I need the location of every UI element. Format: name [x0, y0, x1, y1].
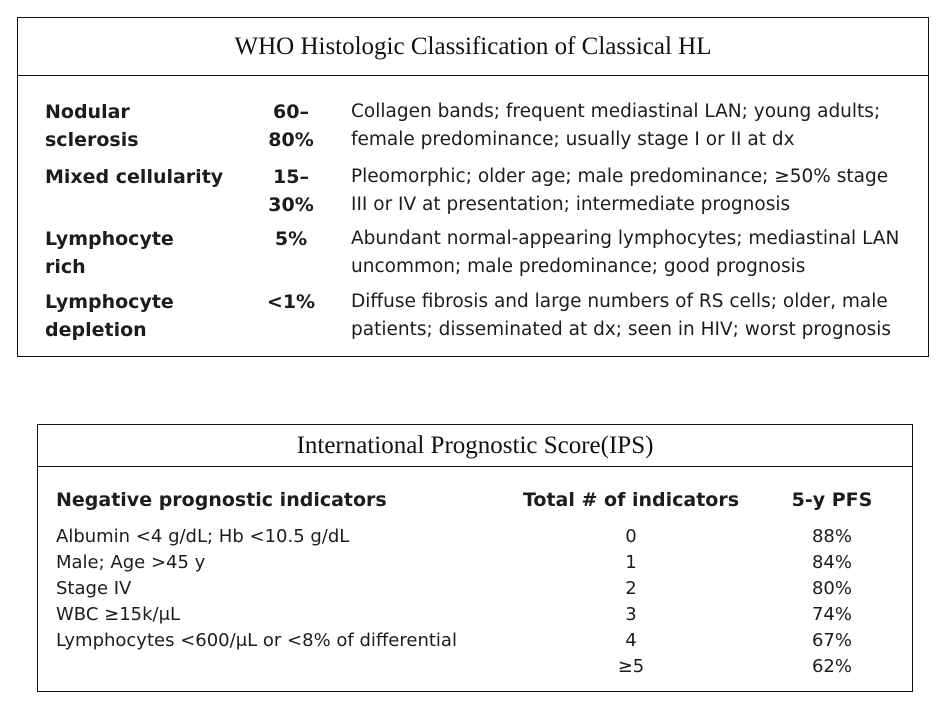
- ips-header-indicators: Negative prognostic indicators: [56, 489, 387, 511]
- ips-total: ≥5: [617, 656, 645, 677]
- who-subtype-name-line: depletion: [45, 319, 147, 341]
- who-subtype-percent: 60–80%: [268, 101, 314, 151]
- ips-row: [38, 524, 912, 549]
- who-subtype-name-line: Nodular: [45, 101, 130, 123]
- who-description-line: Diffuse fibrosis and large numbers of RS cells; older, male: [351, 291, 888, 312]
- who-description-line: Abundant normal-appearing lymphocytes; mediastinal LAN: [351, 228, 900, 249]
- who-subtype-percent: 5%: [274, 228, 308, 250]
- ips-panel: [37, 424, 913, 692]
- ips-pfs: 67%: [811, 630, 852, 651]
- who-classification-panel: [17, 17, 929, 357]
- who-subtype-name-line: sclerosis: [45, 129, 139, 151]
- ips-indicator: Male; Age >45 y: [56, 552, 206, 573]
- who-subtype-description: [351, 288, 921, 344]
- ips-row: [38, 576, 912, 601]
- ips-pfs: 84%: [811, 552, 852, 573]
- ips-header-pfs: 5-y PFS: [791, 489, 873, 511]
- ips-pfs: 80%: [811, 578, 852, 599]
- who-subtype-percent: 15–30%: [268, 166, 314, 216]
- ips-indicator: Stage IV: [56, 578, 132, 599]
- who-subtype-description: [351, 225, 921, 281]
- ips-indicator: Lymphocytes <600/μL or <8% of differential: [56, 630, 457, 651]
- ips-total: 0: [625, 526, 637, 547]
- ips-header-total: Total # of indicators: [522, 489, 740, 511]
- who-description-line: Collagen bands; frequent mediastinal LAN; young adults;: [351, 101, 881, 122]
- ips-indicator: WBC ≥15k/μL: [56, 604, 181, 625]
- who-subtype-name: [45, 163, 245, 191]
- ips-pfs: 88%: [811, 526, 852, 547]
- who-subtype-percent: <1%: [266, 291, 316, 313]
- ips-total: 1: [625, 552, 637, 573]
- who-table-title: WHO Histologic Classification of Classical HL: [18, 18, 928, 76]
- ips-row: [38, 550, 912, 575]
- who-description-line: female predominance; usually stage I or II at dx: [351, 129, 795, 150]
- ips-total: 3: [625, 604, 637, 625]
- ips-pfs: 62%: [811, 656, 852, 677]
- who-subtype-name-line: Mixed cellularity: [45, 166, 224, 188]
- ips-total: 2: [625, 578, 637, 599]
- ips-pfs: 74%: [811, 604, 852, 625]
- ips-indicator: Albumin <4 g/dL; Hb <10.5 g/dL: [56, 526, 350, 547]
- who-subtype-description: [351, 98, 921, 154]
- ips-row: [38, 628, 912, 653]
- who-subtype-name-line: rich: [45, 256, 86, 278]
- who-subtype-name-line: Lymphocyte: [45, 291, 174, 313]
- who-subtype-name: [45, 98, 245, 154]
- who-description-line: III or IV at presentation; intermediate prognosis: [351, 194, 791, 215]
- ips-table-title: International Prognostic Score(IPS): [38, 425, 912, 467]
- who-subtype-description: [351, 163, 921, 219]
- who-subtype-name: [45, 288, 245, 344]
- ips-row: [38, 654, 912, 679]
- ips-total: 4: [625, 630, 637, 651]
- who-description-line: Pleomorphic; older age; male predominance; ≥50% stage: [351, 166, 889, 187]
- ips-row: [38, 602, 912, 627]
- who-subtype-name: [45, 225, 245, 281]
- who-description-line: patients; disseminated at dx; seen in HIV; worst prognosis: [351, 319, 892, 340]
- who-subtype-name-line: Lymphocyte: [45, 228, 174, 250]
- who-description-line: uncommon; male predominance; good prognosis: [351, 256, 806, 277]
